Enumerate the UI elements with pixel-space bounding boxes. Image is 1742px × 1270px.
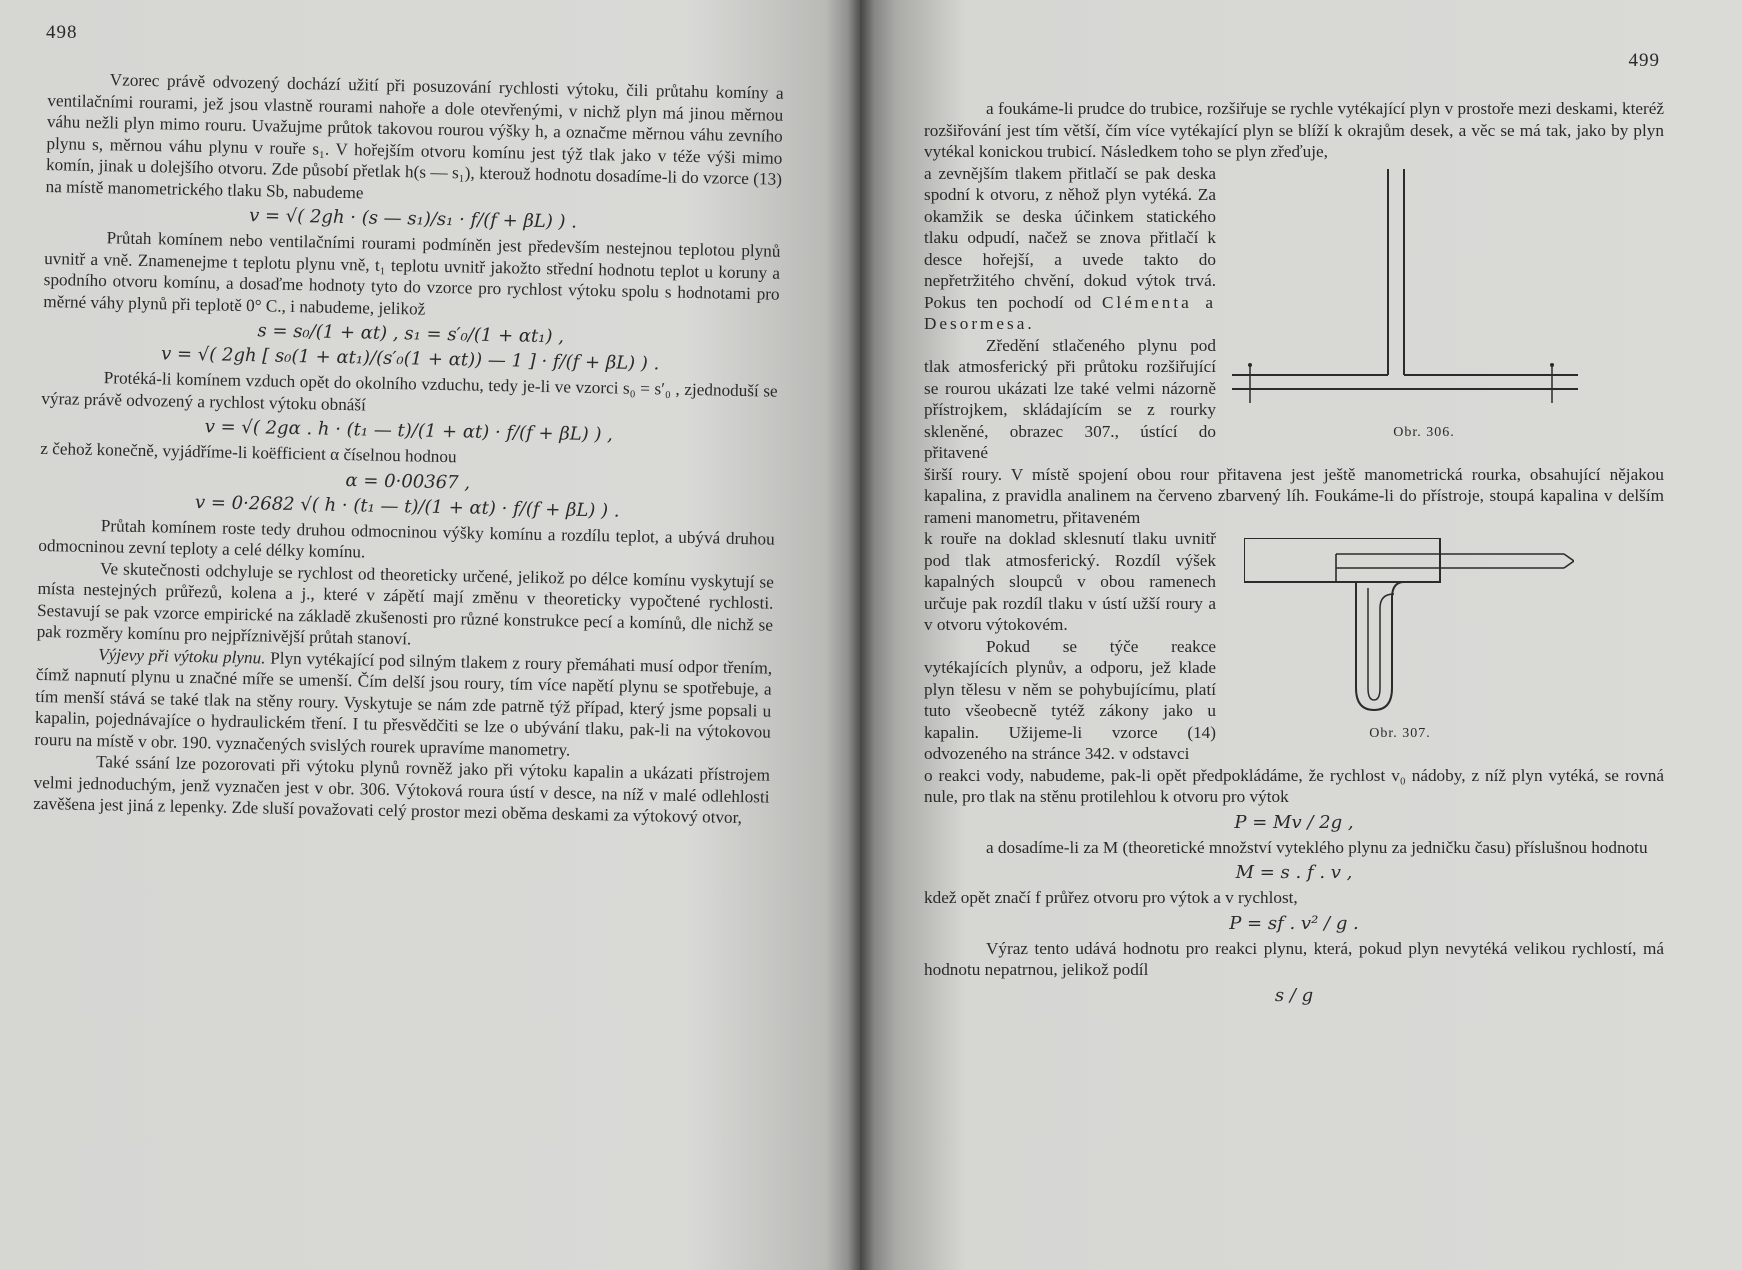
figure-307-caption: Obr. 307. bbox=[1369, 726, 1431, 741]
formula: P = Mv / 2g , bbox=[1234, 811, 1354, 833]
formula: v = 0·2682 √( h · (t₁ — t)/(1 + αt) · f/(f + βL) ) . bbox=[194, 491, 620, 522]
left-page bbox=[0, 0, 860, 1270]
figure-307 bbox=[1244, 538, 1574, 741]
formula: P = sf . v² / g . bbox=[1229, 912, 1359, 934]
paragraph bbox=[34, 642, 772, 764]
text-with-figure-307 bbox=[924, 528, 1664, 765]
figure-307-drawing bbox=[1244, 538, 1574, 718]
formula: s / g bbox=[1274, 984, 1314, 1006]
paragraph: Také ssání lze pozorovati při výtoku plynů rovněž jako při výtoku kapalin a ukázati přístrojem velmi jednoduchým, jenž vyznačen jest v obr. 306. Výtoková roura ústí v desce, na níž v malé odlehlosti zavěšena jest jiná z lepenky. Zde sluší považovati celý prostor mezi oběma deskami za výtokový otvor, bbox=[33, 752, 771, 828]
paragraph: Pokud se týče reakce vytékajících plynův, a odporu, jež klade plyn tělesu v něm se pohybujícímu, platí tuto všeobecně tytéž zákony jako u kapalin. Užijeme-li vzorce (14) odvozeného na stránce 342. v odstavci bbox=[924, 636, 1216, 763]
figure-306-caption: Obr. 306. bbox=[1393, 424, 1455, 440]
paragraph: Průtah komínem roste tedy druhou odmocninou výšky komínu a rozdílu teplot, a ubývá druhou odmocninou zevní teploty a celé délky komínu. bbox=[38, 515, 775, 562]
paragraph: kdež opět značí f průřez otvoru pro výtok a v rychlost, bbox=[924, 888, 1298, 907]
paragraph: širší roury. V místě spojení obou rour přitavena jest ještě manometrická rourka, obsahující nějakou kapalina, z pravidla analinem na červeno zbarvený líh. Foukáme-li do přístroje, stoupá kapalina v delším rameni manometru, přitaveném bbox=[924, 464, 1664, 527]
paragraph: k rouře na doklad sklesnutí tlaku uvnitř pod tlak atmosferický. Rozdíl výšek kapalných sloupců v obou ramenech určuje pak rozdíl tlaku v ústí užší roury a v otvoru výtokovém. bbox=[924, 529, 1216, 634]
formula: M = s . f . v , bbox=[1235, 862, 1353, 883]
figure-306 bbox=[1224, 169, 1644, 440]
paragraph: Výraz tento udává hodnotu pro reakci plynu, která, pokud plyn nevytéká velikou rychlostí, má hodnotu nepatrnou, jelikož podíl bbox=[924, 938, 1664, 979]
page-number-right: 499 bbox=[1628, 50, 1660, 71]
text-with-figure-306 bbox=[924, 163, 1664, 464]
left-page-body bbox=[33, 68, 784, 829]
author-names: Clémenta a Desormesa. bbox=[924, 292, 1217, 333]
formula: s = s₀/(1 + αt) , s₁ = s′₀/(1 + αt₁) , bbox=[257, 320, 565, 348]
paragraph: Průtah komínem nebo ventilačními rourami podmíněn jest především nestejnou teplotou plynů uvnitř a vně. Znamenejme t teplotu plynu vně, t₁ teplotu uvnitř jakožto střední hodnotu teplot u koruny a spodního otvoru komínu, a dosaďme hodnoty tyto do vzorce pro rychlost výtoku spolu s hodnotami pro měrné váhy plynů při teplotě 0° C., i nabudeme, jelikož bbox=[43, 228, 781, 319]
formula: v = √( 2gα . h · (t₁ — t)/(1 + αt) · f/(f + βL) ) , bbox=[204, 416, 614, 446]
paragraph: z čehož konečně, vyjádříme-li koëfficient α číselnou hodnou bbox=[40, 438, 457, 467]
page-number-left: 498 bbox=[46, 22, 78, 43]
formula: α = 0·00367 , bbox=[345, 469, 471, 494]
paragraph bbox=[924, 163, 1216, 335]
paragraph: Protéká-li komínem vzduch opět do okolního vzduchu, tedy je-li ve vzorci s₀ = s′₀ , zjednoduší se výraz právě odvozený a rychlost výtoku obnáší bbox=[41, 368, 778, 414]
paragraph-text: Plyn vytékající pod silným tlakem z roury přemáhati musí odpor třením, čímž napnutí plynu u značné míře se umenší. Čím delší jsou roury, tím více napětí plynu se spotřebuje, a tím menší stává se také tlak na stěny roury. Vyskytuje se nám zde patrně týž případ, který jsme popsali u kapalin, pojednávajíce o hydraulickém tření. I tu přesvědčiti se lze o ubývání tlaku, pak-li na výtokovou rouru na místě v obr. 190. vyznačených svislých rourek upravíme manometry. bbox=[34, 647, 773, 760]
paragraph: Ve skutečnosti odchyluje se rychlost od theoreticky určené, jelikož po délce komínu vyskytují se místa nestejných průřezů, kolena a j., které v zápětí mají změnu v theoreticky vypočtené rychlosti. Sestavují se pak vzorce empirické na základě zkušenosti pro různé konstrukce pecí a komínů, dle nichž se pak rozměry komínu pro nejpříznivější průtah stanoví. bbox=[36, 558, 775, 649]
formula: v = √( 2gh · (s — s₁)/s₁ · f/(f + βL) ) . bbox=[248, 205, 578, 233]
section-heading: Výjevy při výtoku plynu. bbox=[98, 644, 266, 667]
paragraph: a foukáme-li prudce do trubice, rozšiřuje se rychle vytékající plyn v prostoře mezi deskami, kteréž rozšiřování jest tím větší, čím více vytékající plyn se blíží k okrajům desek, a věc se má tak, jako by plyn vytékal konickou trubicí. Následkem toho se plyn zřeďuje, bbox=[924, 99, 1664, 161]
right-page-body bbox=[924, 98, 1664, 1010]
formula: v = √( 2gh [ s₀(1 + αt₁)/(s′₀(1 + αt)) — 1 ] · f/(f + βL) ) . bbox=[160, 343, 660, 375]
figure-306-drawing bbox=[1224, 169, 1644, 417]
paragraph: Vzorec právě odvozený dochází užití při posuzování rychlosti výtoku, čili průtahu komíny a ventilačními rourami, jež jsou vlastně rourami nahoře a dole otevřenými, v nichž plyn má jinou měrnou váhu nežli plyn mimo rouru. Uvažujme průtok takovou rourou výšky h, a označme měrnou váhu zevního plynu s, měrnou váhu plynu v rouře s₁. V hořejším otvoru komínu jest týž tlak jako v téže výši mimo komín, jinak u dolejšího otvoru. Zde působí přetlak h(s — s₁), kterouž hodnotu dosadíme-li do vzorce (13) na místě manometrického tlaku Sb, nabudeme bbox=[45, 70, 784, 202]
paragraph: o reakci vody, nabudeme, pak-li opět předpokládáme, že rychlost v₀ nádoby, z níž plyn vytéká, se rovná nule, pro tlak na stěnu protilehlou k otvoru pro výtok bbox=[924, 765, 1664, 806]
paragraph: a dosadíme-li za M (theoretické množství vyteklého plynu za jedničku času) příslušnou hodnotu bbox=[986, 837, 1648, 857]
paragraph-text: a zevnějším tlakem přitlačí se pak deska spodní k otvoru, z něhož plyn vytéká. Za okamžik se deska účinkem statického tlaku odpudí, načež se znova přitlačí k desce hořejší, a uvede takto do nepřetržitého chvění, dokud výtok trvá. Pokus ten pochodí od bbox=[924, 163, 1216, 312]
right-page bbox=[860, 0, 1742, 1270]
paragraph: Zředění stlačeného plynu pod tlak atmosferický při průtoku rozšiřující se rourou ukázati lze také velmi názorně přístrojkem, skládajícím se z rourky skleněné, obrazec 307., ústící do přitavené bbox=[924, 335, 1216, 462]
